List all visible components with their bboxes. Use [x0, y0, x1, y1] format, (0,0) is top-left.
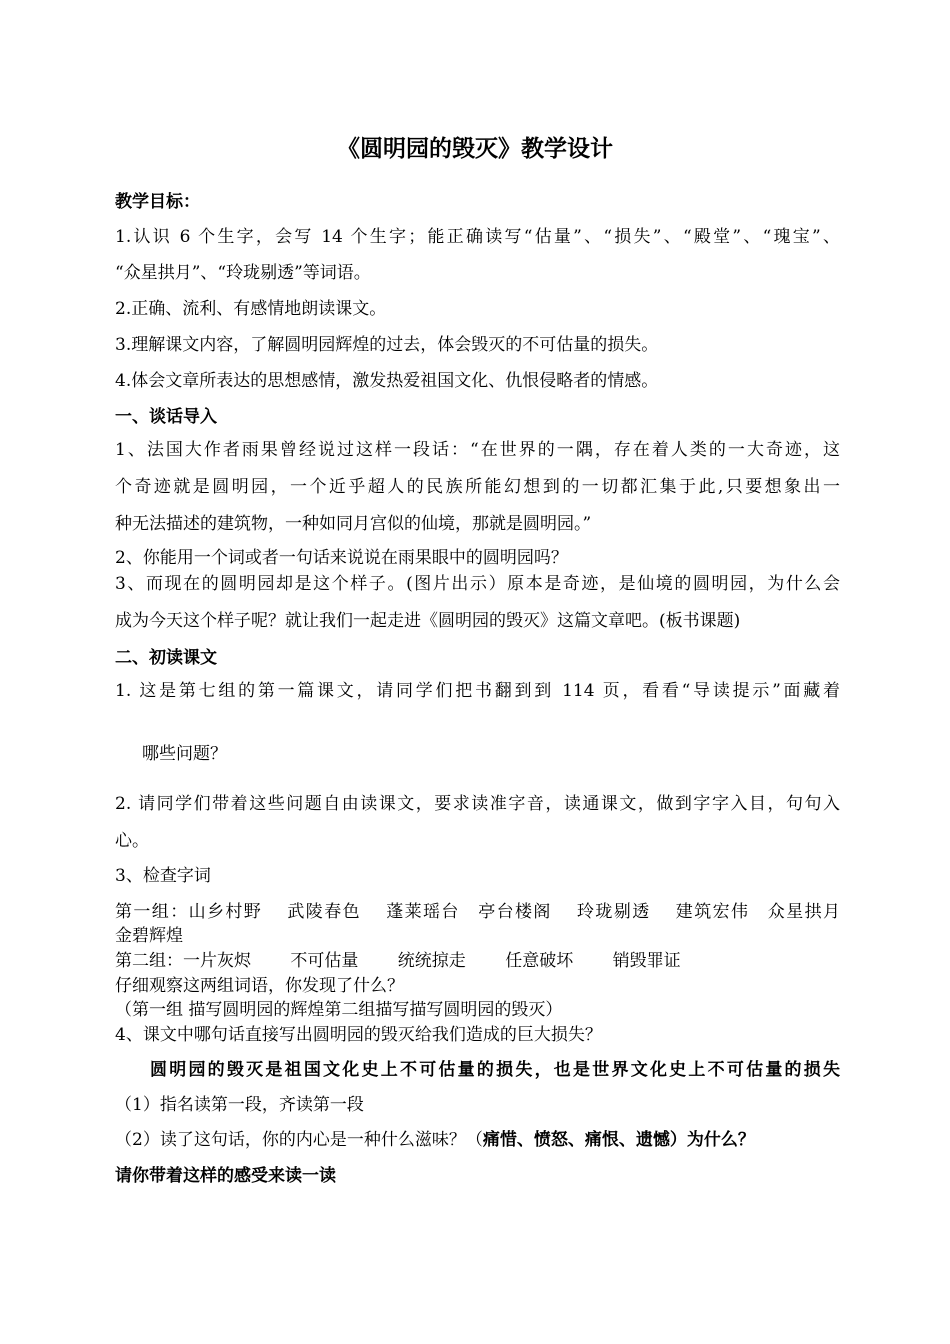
sub-item-1: （1）指名读第一段，齐读第一段 — [115, 1095, 364, 1115]
goal-line-4: 3.理解课文内容，了解圆明园辉煌的过去，体会毁灭的不可估量的损失。 — [115, 335, 659, 355]
section1-line-3: 种无法描述的建筑物，一种如同月宫似的仙境，那就是圆明园。” — [115, 514, 592, 534]
sub-item-2-end: 请你带着这样的感受来读一读 — [115, 1166, 336, 1186]
section2-item3: 3、检查字词 — [115, 866, 211, 886]
sub-item-2-prefix: （2）读了这句话，你的内心是一种什么滋味？（ — [115, 1130, 483, 1150]
word-group-2: 第二组：一片灰烬 不可估量 统统掠走 任意破坏 销毁罪证 — [115, 951, 681, 971]
section1-line-4: 2、你能用一个词或者一句话来说说在雨果眼中的圆明园吗？ — [115, 548, 568, 568]
goal-line-1: 1.认识 6 个生字，会写 14 个生字；能正确读写“估量”、“损失”、“殿堂”、“瑰宝”、 — [115, 227, 840, 247]
goal-line-2: “众星拱月”、“玲珑剔透”等词语。 — [115, 263, 371, 283]
goal-line-5: 4.体会文章所表达的思想感情，激发热爱祖国文化、仇恨侵略者的情感。 — [115, 371, 659, 391]
section2-heading: 二、初读课文 — [115, 648, 217, 668]
section1-line-5: 3、而现在的圆明园却是这个样子。(图片出示）原本是奇迹，是仙境的圆明园，为什么会 — [115, 574, 840, 594]
section2-item4: 4、课文中哪句话直接写出圆明园的毁灭给我们造成的巨大损失？ — [115, 1025, 602, 1045]
sub-item-2 — [115, 1129, 840, 1151]
section1-line-1: 1、法国大作者雨果曾经说过这样一段话：“在世界的一隅，存在着人类的一大奇迹，这 — [115, 440, 840, 460]
section2-item1-line-2: 哪些问题？ — [142, 744, 227, 764]
goal-line-3: 2.正确、流利、有感情地朗读课文。 — [115, 299, 387, 319]
key-sentence: 圆明园的毁灭是祖国文化史上不可估量的损失，也是世界文化史上不可估量的损失 — [150, 1060, 840, 1080]
goals-heading: 教学目标： — [115, 192, 200, 212]
page-title: 《圆明园的毁灭》教学设计 — [337, 135, 613, 162]
word-group-1-line-1: 第一组：山乡村野 武陵春色 蓬莱瑶台 亭台楼阁 玲珑剔透 建筑宏伟 众星拱月 — [115, 902, 840, 922]
observe-question: 仔细观察这两组词语，你发现了什么？ — [115, 976, 404, 996]
section1-line-6: 成为今天这个样子呢？就让我们一起走进《圆明园的毁灭》这篇文章吧。(板书课题) — [115, 611, 741, 631]
word-group-1-line-2: 金碧辉煌 — [115, 926, 183, 946]
sub-item-2-feelings: 痛惜、愤怒、痛恨、遗憾 — [482, 1130, 670, 1150]
section1-heading: 一、谈话导入 — [115, 407, 217, 427]
observe-answer: （第一组 描写圆明园的辉煌第二组描写描写圆明园的毁灭） — [115, 1000, 563, 1020]
section2-item2-line-1: 2. 请同学们带着这些问题自由读课文，要求读准字音，读通课文，做到字字入目，句句入 — [115, 794, 840, 814]
section2-item1-line-1: 1. 这是第七组的第一篇课文，请同学们把书翻到到 114 页，看看“导读提示”面藏着 — [115, 681, 840, 701]
section1-line-2: 个奇迹就是圆明园，一个近乎超人的民族所能幻想到的一切都汇集于此,只要想象出一 — [115, 477, 840, 497]
section2-item2-line-2: 心。 — [115, 831, 149, 851]
sub-item-2-suffix: ）为什么？ — [669, 1130, 755, 1150]
